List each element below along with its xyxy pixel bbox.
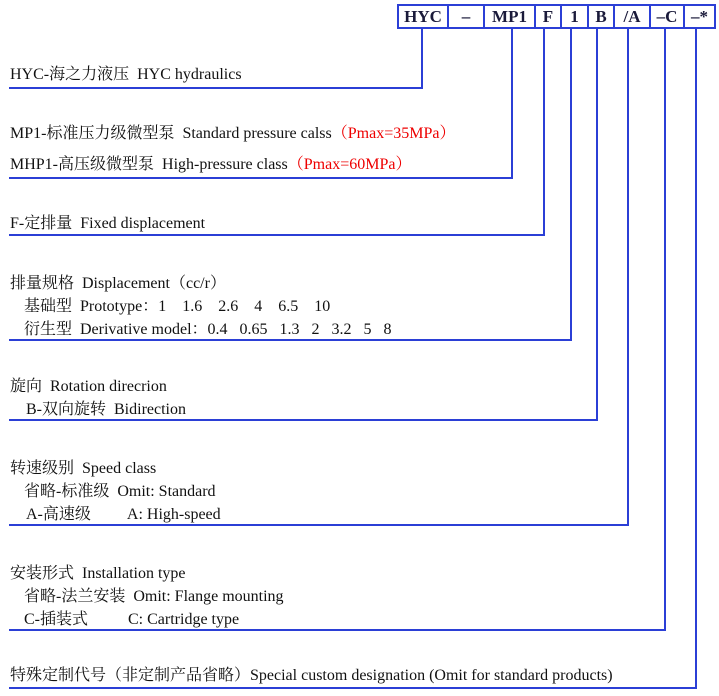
code-b: B bbox=[587, 4, 615, 29]
code-star: –* bbox=[683, 4, 716, 29]
code-1: 1 bbox=[560, 4, 589, 29]
connector bbox=[511, 29, 513, 179]
rot-title: 旋向 Rotation direcrion bbox=[10, 378, 167, 395]
inst-flange: 省略-法兰安装 Omit: Flange mounting bbox=[24, 588, 284, 605]
speed-title: 转速级别 Speed class bbox=[10, 460, 157, 477]
deriv-row: 衍生型 Derivative model：0.4 0.65 1.3 2 3.2 5 8 bbox=[24, 321, 392, 338]
code-c: –C bbox=[649, 4, 685, 29]
mhp1-text: MHP1-高压级微型泵 High-pressure class（Pmax=60MPa） bbox=[10, 156, 412, 173]
disp-title: 排量规格 Displacement（cc/r） bbox=[10, 275, 226, 292]
mp1-text: MP1-标准压力级微型泵 Standard pressure calss（Pmax=35MPa） bbox=[10, 125, 456, 142]
inst-title: 安装形式 Installation type bbox=[10, 565, 186, 582]
connector bbox=[9, 177, 513, 179]
connector bbox=[664, 29, 666, 631]
connector bbox=[9, 87, 423, 89]
connector bbox=[543, 29, 545, 236]
code-hyc: HYC bbox=[397, 4, 449, 29]
rot-b: B-双向旋转 Bidirection bbox=[26, 401, 186, 418]
connector bbox=[9, 687, 697, 689]
speed-std: 省略-标准级 Omit: Standard bbox=[24, 483, 216, 500]
connector bbox=[596, 29, 598, 421]
code-f: F bbox=[534, 4, 562, 29]
code-dash: – bbox=[447, 4, 485, 29]
code-mp1: MP1 bbox=[483, 4, 536, 29]
special-text: 特殊定制代号（非定制产品省略）Special custom designation (Omit for standard products) bbox=[10, 667, 613, 684]
connector bbox=[570, 29, 572, 341]
fixed-text: F-定排量 Fixed displacement bbox=[10, 215, 206, 232]
connector bbox=[421, 29, 423, 89]
speed-a: A-高速级 A: High-speed bbox=[26, 506, 221, 523]
connector bbox=[695, 29, 697, 689]
inst-c: C-插装式 C: Cartridge type bbox=[24, 611, 240, 628]
connector bbox=[627, 29, 629, 526]
brand-text: HYC-海之力液压 HYC hydraulics bbox=[10, 66, 242, 83]
connector bbox=[9, 234, 545, 236]
code-a: /A bbox=[613, 4, 651, 29]
proto-row: 基础型 Prototype：1 1.6 2.6 4 6.5 10 bbox=[24, 298, 331, 315]
